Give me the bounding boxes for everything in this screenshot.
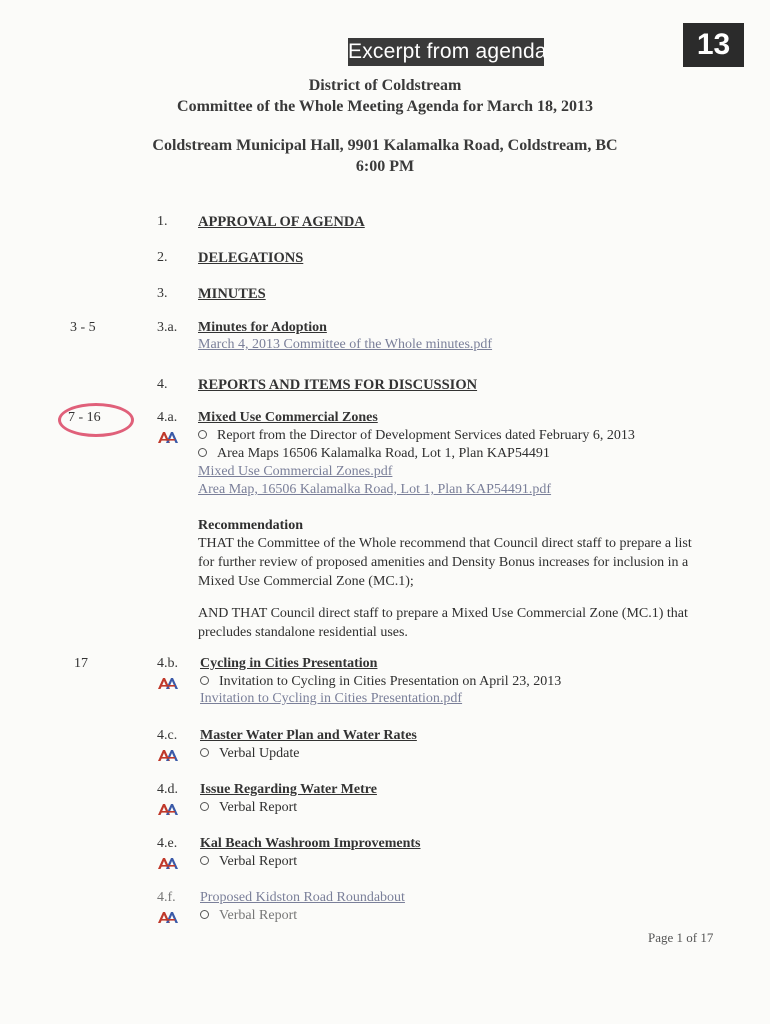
recommendation-text-1: THAT the Committee of the Whole recommend that Council direct staff to prepare a list for further review of proposed amenities and Density Bonus increases for inclusion in a Mixed Use Commercial Zone (MC.1); [198,536,692,589]
excerpt-banner: Excerpt from agenda [348,38,544,66]
bullet-item: Verbal Report [200,908,297,924]
item-number: 3.a. [157,320,178,335]
cycling-pdf-link[interactable]: Invitation to Cycling in Cities Presentation.pdf [200,691,463,706]
item-title-cycling: Cycling in Cities Presentation [200,656,378,671]
meeting-location: Coldstream Municipal Hall, 9901 Kalamalka Road, Coldstream, BC [152,137,618,154]
bullet-item: Verbal Update [200,746,299,762]
acrobat-icon[interactable] [157,802,179,816]
item-title-roundabout: Proposed Kidston Road Roundabout [200,890,405,905]
item-heading-approval: APPROVAL OF AGENDA [198,214,365,230]
page-range: 17 [74,656,88,671]
bullet-icon [200,802,209,811]
bullet-icon [200,856,209,865]
item-number: 4.b. [157,656,178,671]
mixed-use-pdf-link[interactable]: Mixed Use Commercial Zones.pdf [198,464,393,479]
item-title-kal-beach: Kal Beach Washroom Improvements [200,836,421,851]
page-footer: Page 1 of 17 [648,930,714,945]
item-heading-delegations: DELEGATIONS [198,250,304,266]
item-number: 1. [157,214,168,229]
bullet-item: Verbal Report [200,800,297,816]
bullet-item: Area Maps 16506 Kalamalka Road, Lot 1, Plan KAP54491 [198,446,550,462]
bullet-icon [200,910,209,919]
recommendation-label: Recommendation [198,518,303,533]
org-name: District of Coldstream [308,77,462,94]
bullet-icon [200,676,209,685]
page-range: 7 - 16 [68,410,101,425]
item-number: 4.c. [157,728,178,743]
agenda-title: Committee of the Whole Meeting Agenda for March 18, 2013 [177,98,593,115]
bullet-item: Report from the Director of Development Services dated February 6, 2013 [198,428,635,444]
item-title-mixed-use: Mixed Use Commercial Zones [198,410,378,425]
page-badge: 13 [683,23,744,67]
acrobat-icon[interactable] [157,910,179,924]
page-range: 3 - 5 [70,320,96,335]
acrobat-icon[interactable] [157,676,179,690]
recommendation-text-2: AND THAT Council direct staff to prepare a Mixed Use Commercial Zone (MC.1) that precludes standalone residential uses. [198,606,688,640]
bullet-item: Invitation to Cycling in Cities Presentation on April 23, 2013 [200,674,561,690]
bullet-icon [198,448,207,457]
item-number: 2. [157,250,168,265]
bullet-icon [200,748,209,757]
bullet-icon [198,430,207,439]
item-heading-reports: REPORTS AND ITEMS FOR DISCUSSION [198,377,478,393]
bullet-item: Verbal Report [200,854,297,870]
acrobat-icon[interactable] [157,748,179,762]
item-title-water-plan: Master Water Plan and Water Rates [200,728,417,743]
minutes-pdf-link[interactable]: March 4, 2013 Committee of the Whole minutes.pdf [198,337,493,352]
item-number: 4.e. [157,836,178,851]
item-number: 4.a. [157,410,178,425]
item-title-minutes-adoption: Minutes for Adoption [198,320,327,335]
acrobat-icon[interactable] [157,430,179,444]
item-number: 3. [157,286,168,301]
item-number: 4. [157,377,168,392]
item-title-water-metre: Issue Regarding Water Metre [200,782,377,797]
acrobat-icon[interactable] [157,856,179,870]
item-heading-minutes: MINUTES [198,286,266,302]
area-map-pdf-link[interactable]: Area Map, 16506 Kalamalka Road, Lot 1, Plan KAP54491.pdf [198,482,552,497]
item-number: 4.d. [157,782,178,797]
meeting-time: 6:00 PM [355,158,415,175]
item-number: 4.f. [157,890,176,905]
